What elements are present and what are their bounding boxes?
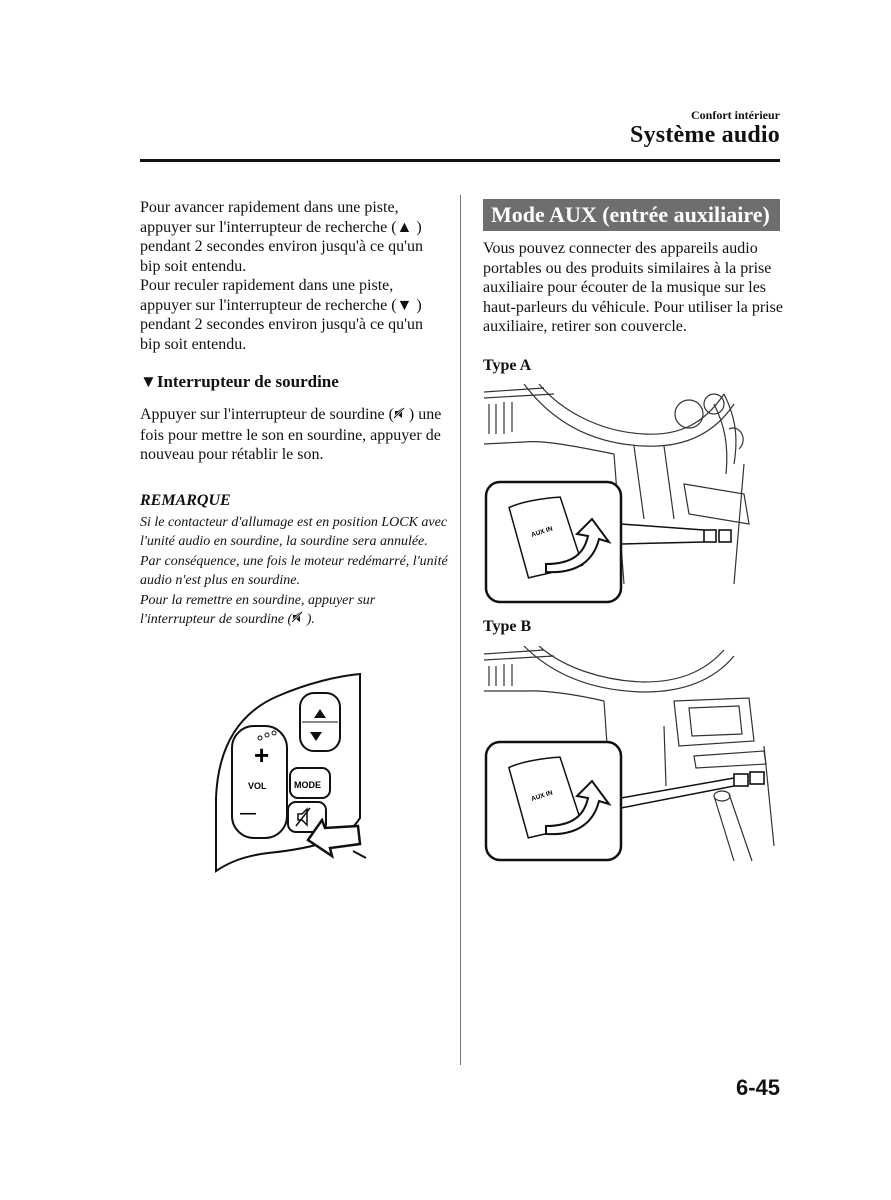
type-b-illustration <box>484 646 780 866</box>
type-b-label: Type B <box>483 618 532 635</box>
speaker-muted-icon <box>394 406 405 426</box>
left-column-intro <box>140 198 445 354</box>
type-a-label: Type A <box>483 357 532 374</box>
aux-in-label: AUX IN <box>530 789 554 803</box>
mute-body <box>140 405 445 465</box>
mode-label: MODE <box>294 780 321 790</box>
note-line-3-end: ). <box>303 612 315 628</box>
volume-minus-label: — <box>240 805 256 822</box>
paragraph-reverse: Pour reculer rapidement dans une piste, appuyer sur l'interrupteur de recherche (▼ ) pendant 2 secondes environ jusqu'à ce qu'un bip soit entendu. <box>140 277 424 353</box>
aux-in-label: AUX IN <box>530 525 554 539</box>
mute-body-start: Appuyer sur l'interrupteur de sourdine ( <box>140 406 394 423</box>
volume-plus-label: + <box>254 740 270 770</box>
type-a-illustration <box>484 384 780 606</box>
page-number: 6-45 <box>735 1075 780 1100</box>
header-section: Confort intérieur <box>691 108 780 122</box>
note-title: REMARQUE <box>140 492 231 509</box>
page-title: Système audio <box>630 122 780 148</box>
header-rule <box>140 159 780 162</box>
column-divider <box>460 195 461 1065</box>
mute-heading: ▼Interrupteur de sourdine <box>140 372 339 391</box>
mute-body-end: ) une fois pour mettre le son en sourdine, appuyer de nouveau pour rétablir le son. <box>140 406 442 463</box>
vol-label: VOL <box>248 781 267 791</box>
aux-mode-title: Mode AUX (entrée auxiliaire) <box>483 199 780 231</box>
steering-switch-illustration <box>208 668 368 878</box>
note-line-2: Par conséquence, une fois le moteur redémarré, l'unité audio n'est plus en sourdine. <box>140 553 448 589</box>
note-line-3 <box>140 591 450 630</box>
note-line-3-start: Pour la remettre en sourdine, appuyer sur l'interrupteur de sourdine ( <box>140 592 376 628</box>
speaker-muted-icon <box>292 610 303 629</box>
aux-mode-body: Vous pouvez connecter des appareils audio portables ou des produits similaires à la prise auxiliaire pour écouter de la musique sur les haut-parleurs du véhicule. Pour utiliser la prise auxiliaire, retirer son couvercle. <box>483 240 783 335</box>
note-line-1: Si le contacteur d'allumage est en position LOCK avec l'unité audio en sourdine, la sourdine sera annulée. <box>140 515 448 550</box>
paragraph-forward: Pour avancer rapidement dans une piste, appuyer sur l'interrupteur de recherche (▲ ) pendant 2 secondes environ jusqu'à ce qu'un bip soit entendu. <box>140 199 424 275</box>
note-body <box>140 513 450 629</box>
